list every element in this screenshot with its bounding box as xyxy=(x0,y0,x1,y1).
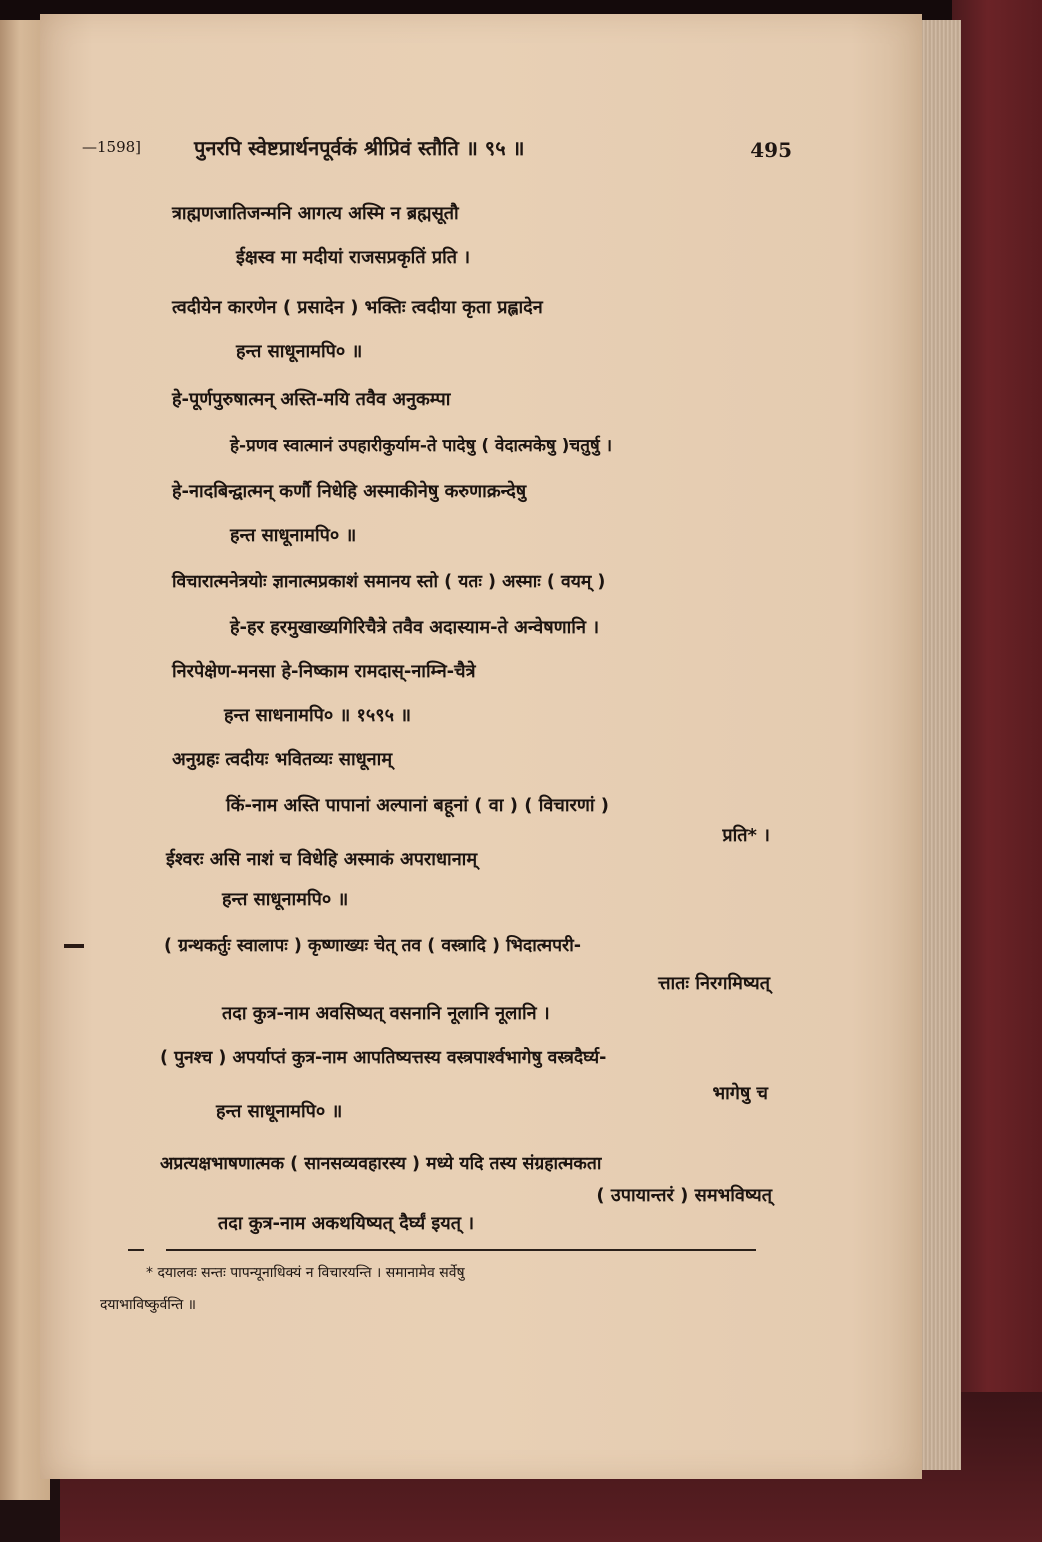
verse-line: ईश्वरः असि नाशं च विधेहि अस्माकं अपराधानाम् xyxy=(166,849,478,870)
verse-line: अनुग्रहः त्वदीयः भवितव्यः साधूनाम् xyxy=(172,749,393,770)
verse-range-marker: —1598] xyxy=(82,138,142,156)
footnote-rule-dash xyxy=(128,1249,144,1251)
refrain-line: हन्त साधूनामपि० ॥ xyxy=(216,1101,343,1122)
verse-line: त्राह्मणजातिजन्मनि आगत्य अस्मि न ब्रह्मसूतौ xyxy=(172,203,459,224)
verse-line: किं-नाम अस्ति पापानां अल्पानां बहूनां ( वा ) ( विचारणां ) xyxy=(226,795,610,816)
verse-line-continuation: भागेषु च xyxy=(712,1083,768,1104)
refrain-line: हन्त साधूनामपि० ॥ xyxy=(222,889,349,910)
verse-line-continuation: ( उपायान्तरं ) समभविष्यत् xyxy=(596,1185,772,1206)
footnote-text: * दयालवः सन्तः पापन्यूनाधिक्यं न विचारयन्ति । समानामेव सर्वेषु xyxy=(146,1265,465,1281)
verse-line: निरपेक्षेण-मनसा हे-निष्काम रामदास्-नाम्नि-चैत्रे xyxy=(172,661,476,682)
verse-line: हे-पूर्णपुरुषात्मन् अस्ति-मयि तवैव अनुकम्पा xyxy=(172,389,451,410)
refrain-line: हन्त साधनामपि० ॥ १५९५ ॥ xyxy=(224,705,411,726)
verse-line-continuation: प्रति* । xyxy=(722,825,770,846)
page-number: 495 xyxy=(750,138,792,162)
verse-line: तदा कुत्र-नाम अकथयिष्यत् दैर्घ्यं इयत् । xyxy=(218,1213,475,1234)
verse-line: हे-नादबिन्द्वात्मन् कर्णौ निधेहि अस्माकीनेषु करुणाक्रन्देषु xyxy=(172,481,527,502)
verse-line: हे-हर हरमुखाख्यगिरिचैत्रे तवैव अदास्याम-ते अन्वेषणानि । xyxy=(230,617,600,638)
verse-line: त्वदीयेन कारणेन ( प्रसादेन ) भक्तिः त्वदीया कृता प्रह्लादेन xyxy=(172,297,543,318)
verse-line-continuation: त्तातः निरगमिष्यत् xyxy=(658,973,770,994)
verse-line: तदा कुत्र-नाम अवसिष्यत् वसनानि नूलानि नूलानि । xyxy=(222,1003,550,1024)
verse-line: ( पुनश्च ) अपर्याप्तं कुत्र-नाम आपतिष्यत्तस्य वस्त्रपार्श्वभागेषु वस्त्रदैर्घ्य- xyxy=(160,1048,607,1068)
running-title: पुनरपि स्वेष्टप्रार्थनपूर्वकं श्रीप्रिवं स्तौति ॥ ९५ ॥ xyxy=(194,136,525,160)
verse-line: विचारात्मनेत्रयोः ज्ञानात्मप्रकाशं समानय स्तो ( यतः ) अस्माः ( वयम् ) xyxy=(172,572,606,592)
verse-line: हे-प्रणव स्वात्मानं उपहारीकुर्याम-ते पादेषु ( वेदात्मकेषु )चतुर्षु । xyxy=(230,436,613,456)
refrain-line: हन्त साधूनामपि० ॥ xyxy=(230,525,357,546)
binding-mark xyxy=(64,944,84,948)
verse-line: ईक्षस्व मा मदीयां राजसप्रकृतिं प्रति । xyxy=(236,247,471,268)
verse-line: ( ग्रन्थकर्तुः स्वालापः ) कृष्णाख्यः चेत् तव ( वस्त्रादि ) भिदात्मपरी- xyxy=(164,936,581,956)
footnote-text-continued: दयाभाविष्कुर्वन्ति ॥ xyxy=(100,1297,197,1313)
book-cover-right xyxy=(952,0,1042,1542)
refrain-line: हन्त साधूनामपि० ॥ xyxy=(236,341,363,362)
page-header xyxy=(82,134,792,170)
footnote-rule xyxy=(166,1249,756,1251)
verse-line: अप्रत्यक्षभाषणात्मक ( सानसव्यवहारस्य ) मध्ये यदि तस्य संग्रहात्मकता xyxy=(160,1154,602,1174)
